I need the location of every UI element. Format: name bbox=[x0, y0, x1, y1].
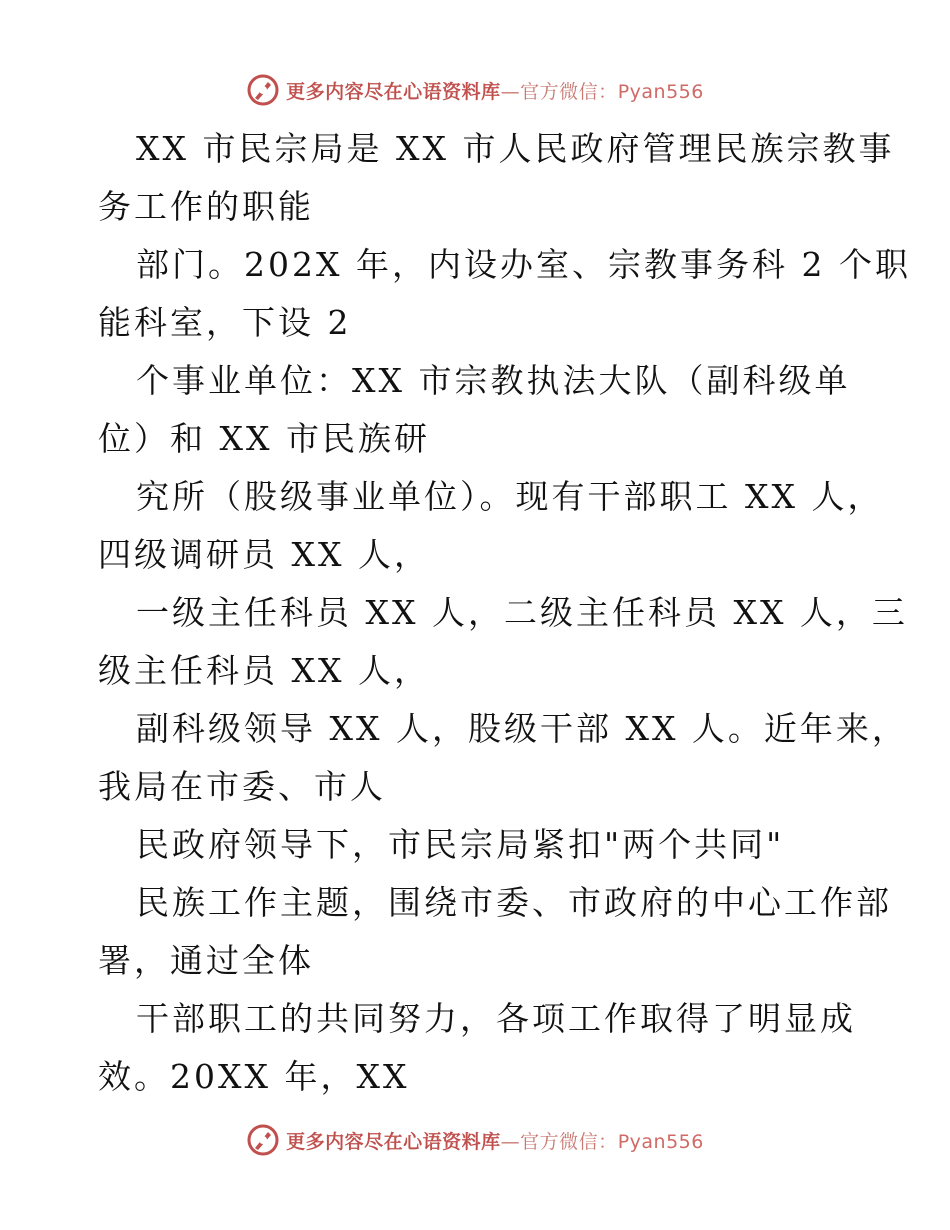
paragraph-line: 务工作的职能 bbox=[98, 187, 314, 226]
paragraph-line: 究所（股级事业单位）。现有干部职工 XX 人， bbox=[136, 477, 884, 516]
banner-dash: — bbox=[500, 1130, 521, 1153]
paragraph-line: 民族工作主题，围绕市委、市政府的中心工作部 bbox=[136, 883, 892, 922]
paragraph-line: 署，通过全体 bbox=[98, 941, 314, 980]
header-banner bbox=[0, 70, 950, 110]
paragraph-line: 四级调研员 XX 人， bbox=[98, 535, 430, 574]
paragraph-line: 副科级领导 XX 人，股级干部 XX 人。近年来， bbox=[136, 709, 908, 748]
paragraph-line: XX 市民宗局是 XX 市人民政府管理民族宗教事 bbox=[136, 129, 895, 168]
banner-wechat-id: Pyan556 bbox=[617, 1130, 704, 1153]
paragraph-line: 民政府领导下，市民宗局紧扣"两个共同" bbox=[136, 825, 785, 864]
banner-dash: — bbox=[500, 80, 521, 103]
paragraph-line: 一级主任科员 XX 人，二级主任科员 XX 人，三 bbox=[136, 593, 908, 632]
paragraph-line: 效。20XX 年，XX bbox=[98, 1057, 410, 1096]
paragraph-line: 我局在市委、市人 bbox=[98, 767, 386, 806]
banner-text bbox=[286, 77, 704, 104]
banner-wechat-label: 官方微信： bbox=[520, 1130, 618, 1153]
quill-logo-icon bbox=[246, 73, 280, 107]
quill-logo-icon bbox=[246, 1123, 280, 1157]
paragraph-line: 级主任科员 XX 人， bbox=[98, 651, 430, 690]
banner-wechat-label: 官方微信： bbox=[520, 80, 618, 103]
paragraph-line: 能科室，下设 2 bbox=[98, 303, 352, 342]
paragraph-line: 部门。202X 年，内设办室、宗教事务科 2 个职 bbox=[136, 245, 911, 284]
paragraph-line: 干部职工的共同努力，各项工作取得了明显成 bbox=[136, 999, 856, 1038]
footer-banner bbox=[0, 1120, 950, 1160]
paragraph-line: 位）和 XX 市民族研 bbox=[98, 419, 430, 458]
banner-site: 更多内容尽在心语资料库 bbox=[286, 1130, 501, 1153]
banner-text bbox=[286, 1127, 704, 1154]
paragraph-line: 个事业单位：XX 市宗教执法大队（副科级单 bbox=[136, 361, 851, 400]
banner-wechat-id: Pyan556 bbox=[617, 80, 704, 103]
document-body bbox=[98, 120, 911, 1106]
banner-site: 更多内容尽在心语资料库 bbox=[286, 80, 501, 103]
